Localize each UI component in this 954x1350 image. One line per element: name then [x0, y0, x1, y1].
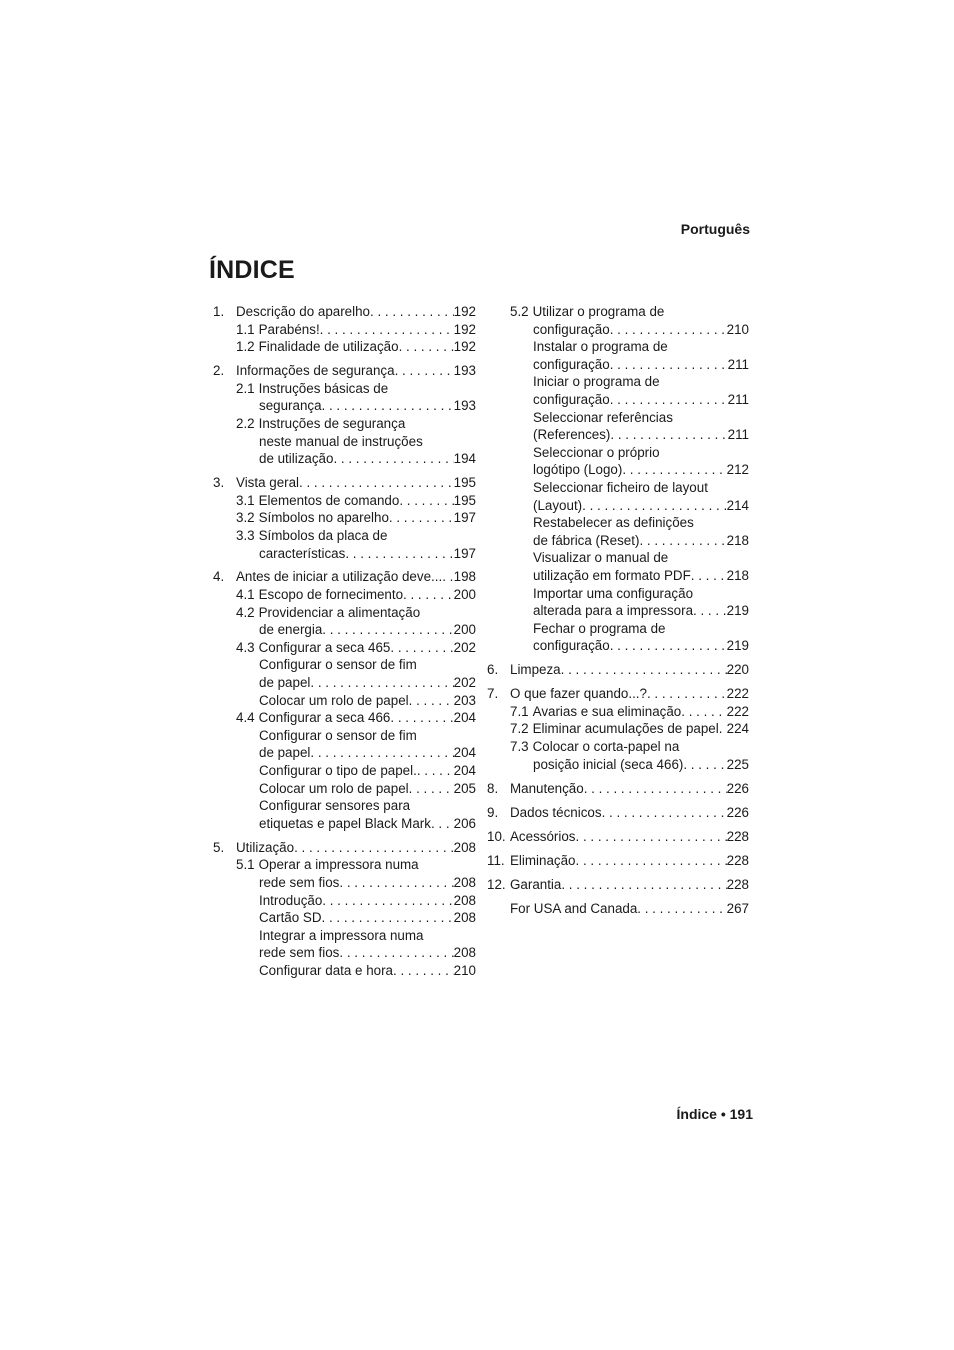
toc-entry-number: 3.3 [236, 527, 255, 543]
toc-page-number: 192 [453, 304, 476, 319]
toc-dot-leader [691, 567, 727, 585]
toc-entry[interactable] [213, 639, 476, 657]
toc-entry-text: utilização em formato PDF [533, 567, 691, 583]
toc-dot-leader [322, 909, 454, 927]
toc-page-number: 204 [453, 710, 476, 726]
toc-dot-leader [576, 852, 727, 870]
toc-dot-leader [294, 839, 454, 857]
toc-entry-number: 4.2 [236, 604, 255, 620]
toc-entry-text-line: Fechar o programa de [533, 620, 666, 636]
toc-entry[interactable] [213, 338, 476, 356]
toc-dot-leader [561, 661, 727, 679]
toc-dot-leader [310, 744, 453, 762]
toc-entry-text: Elementos de comando [258, 492, 400, 508]
toc-entry-number: 5.2 [510, 304, 529, 319]
toc-entry[interactable] [487, 852, 749, 870]
toc-entry-text: Eliminar acumulações de papel [532, 721, 719, 737]
toc-entry-text: configuração [533, 391, 610, 407]
toc-entry-text: (Layout) [533, 497, 583, 513]
toc-page-number: 219 [726, 638, 749, 654]
toc-entry[interactable] [213, 492, 476, 510]
toc-dot-leader [403, 586, 454, 604]
toc-dot-leader [399, 492, 453, 510]
toc-entry[interactable] [213, 797, 476, 832]
toc-entry-text: Finalidade de utilização [258, 339, 399, 355]
toc-entry-text-line: neste manual de instruções [259, 433, 423, 449]
toc-dot-leader [389, 509, 454, 527]
toc-dot-leader [322, 621, 453, 639]
toc-entry-text-line [236, 415, 476, 433]
toc-dot-leader [610, 356, 728, 374]
toc-dot-leader [610, 637, 727, 655]
toc-dot-leader [345, 545, 453, 563]
toc-dot-leader [582, 497, 727, 515]
toc-entry-text: Configurar data e hora [259, 962, 393, 978]
toc-page-number: 211 [727, 427, 749, 443]
toc-page-number: 228 [726, 876, 749, 892]
toc-dot-leader [693, 602, 727, 620]
toc-dot-leader [390, 639, 453, 657]
toc-entry-text: Colocar um rolo de papel [259, 780, 409, 796]
toc-entry-text: Manutenção [510, 780, 584, 796]
toc-dot-leader [431, 815, 454, 833]
toc-dot-leader [681, 703, 726, 721]
toc-entry[interactable] [487, 900, 749, 918]
toc-entry[interactable] [213, 656, 476, 691]
toc-page-number: 208 [453, 910, 476, 926]
toc-entry-text: O que fazer quando...? [510, 686, 647, 702]
toc-entry[interactable] [487, 444, 749, 479]
toc-entry-text: configuração [533, 356, 610, 372]
toc-entry-text: Cartão SD [259, 910, 322, 926]
toc-entry-text-line: Iniciar o programa de [533, 374, 660, 390]
toc-entry-text: For USA and Canada [510, 900, 638, 916]
toc-entry-number: 2. [213, 363, 225, 379]
toc-entry[interactable] [487, 338, 749, 373]
toc-entry[interactable] [213, 927, 476, 962]
toc-page-number: 208 [453, 839, 476, 855]
toc-entry-text-line [510, 303, 749, 321]
toc-entry-text-line [236, 604, 476, 622]
toc-entry[interactable] [487, 720, 749, 738]
toc-page-number: 197 [453, 545, 476, 561]
toc-entry-number: 7.2 [510, 721, 529, 737]
toc-dot-leader [310, 674, 453, 692]
toc-entry-number: 9. [487, 804, 499, 820]
toc-entry-number: 1.2 [236, 339, 255, 355]
toc-page-number: 192 [453, 339, 476, 355]
toc-entry-number: 10. [487, 828, 506, 844]
toc-entry-text: configuração [533, 321, 610, 337]
toc-entry-text: Símbolos da placa de [258, 527, 388, 543]
toc-entry-text: Operar a impressora numa [258, 857, 419, 873]
toc-entry-text: rede sem fios [259, 874, 340, 890]
toc-entry-text: Utilizar o programa de [532, 304, 665, 319]
toc-dot-leader [576, 828, 727, 846]
toc-entry[interactable] [487, 303, 749, 338]
toc-page-number: 204 [453, 763, 476, 779]
toc-entry-text: alterada para a impressora [533, 603, 694, 619]
toc-entry[interactable] [487, 661, 749, 679]
toc-entry-number: 3.1 [236, 492, 255, 508]
toc-entry[interactable] [213, 527, 476, 562]
toc-dot-leader [610, 391, 728, 409]
toc-entry-text: configuração [533, 638, 610, 654]
toc-entry-number: 12. [487, 876, 506, 892]
toc-entry[interactable] [213, 380, 476, 415]
toc-entry[interactable] [487, 514, 749, 549]
toc-entry[interactable] [487, 703, 749, 721]
toc-entry[interactable] [213, 856, 476, 891]
toc-dot-leader [647, 685, 727, 703]
toc-page-number: 225 [726, 756, 749, 772]
toc-page-number: 220 [726, 662, 749, 678]
toc-entry[interactable] [213, 909, 476, 927]
toc-dot-leader [320, 321, 454, 339]
toc-entry-number: 4.3 [236, 639, 255, 655]
toc-entry[interactable] [213, 692, 476, 710]
toc-entry-number: 4.4 [236, 710, 255, 726]
toc-page-number: 228 [726, 828, 749, 844]
toc-entry-text: segurança [259, 398, 322, 414]
toc-entry[interactable] [213, 839, 476, 857]
toc-entry[interactable] [213, 586, 476, 604]
toc-page-number: 205 [453, 780, 476, 796]
toc-dot-leader [390, 709, 453, 727]
toc-entry[interactable] [213, 727, 476, 762]
toc-entry-number: 5.1 [236, 857, 255, 873]
toc-page-number: 267 [726, 900, 749, 916]
toc-page-number: 219 [726, 603, 749, 619]
toc-entry[interactable] [487, 479, 749, 514]
toc-entry-text: características [259, 545, 346, 561]
toc-entry[interactable] [487, 828, 749, 846]
toc-entry-text: Configurar a seca 466 [258, 710, 391, 726]
toc-entry-text-line: Configurar o sensor de fim [259, 727, 417, 743]
toc-entry-number: 2.1 [236, 380, 255, 396]
toc-entry-number: 2.2 [236, 415, 255, 431]
toc-column-right [487, 303, 749, 917]
toc-entry[interactable] [487, 409, 749, 444]
page-title: ÍNDICE [209, 256, 295, 284]
toc-entry-text-line: Instalar o programa de [533, 339, 668, 355]
toc-entry[interactable] [487, 373, 749, 408]
toc-entry-text: Limpeza [510, 662, 561, 678]
toc-entry[interactable] [213, 780, 476, 798]
toc-page-number: 195 [453, 475, 476, 491]
toc-entry-number: 7. [487, 686, 499, 702]
toc-dot-leader [322, 892, 453, 910]
toc-dot-leader [395, 362, 454, 380]
toc-entry-text: de papel [259, 745, 311, 761]
toc-entry-number: 6. [487, 662, 499, 678]
toc-column-left [213, 303, 476, 980]
toc-entry-text: Descrição do aparelho [236, 304, 370, 319]
toc-entry-text: posição inicial (seca 466) [533, 756, 684, 772]
toc-entry-text: Garantia [510, 876, 562, 892]
toc-entry-text: Colocar o corta-papel na [532, 739, 680, 755]
toc-entry-number: 3.2 [236, 510, 255, 526]
toc-page-number: 214 [726, 497, 749, 513]
toc-page-number: 228 [726, 852, 749, 868]
toc-dot-leader [719, 720, 727, 738]
toc-dot-leader [417, 762, 454, 780]
toc-page-number: 208 [453, 945, 476, 961]
toc-entry-text: Acessórios [510, 828, 576, 844]
toc-entry-text: Informações de segurança [236, 363, 395, 379]
toc-entry[interactable] [213, 762, 476, 780]
toc-page-number: 210 [453, 962, 476, 978]
toc-page-number: 193 [453, 363, 476, 379]
toc-entry-text-line [236, 527, 476, 545]
toc-entry-text: rede sem fios [259, 945, 340, 961]
toc-dot-leader [339, 944, 453, 962]
toc-entry-text: Eliminação [510, 852, 576, 868]
toc-entry[interactable] [213, 415, 476, 468]
toc-dot-leader [409, 780, 454, 798]
toc-entry-text-line: Visualizar o manual de [533, 550, 669, 566]
toc-dot-leader [442, 568, 453, 586]
toc-entry-text: Parabéns! [258, 321, 320, 337]
toc-entry-text-line [236, 856, 476, 874]
language-label: Português [680, 221, 750, 237]
toc-dot-leader [610, 426, 727, 444]
toc-dot-leader [622, 461, 726, 479]
toc-entry-number: 1. [213, 304, 225, 319]
toc-entry-text: Colocar um rolo de papel [259, 692, 409, 708]
toc-dot-leader [370, 303, 454, 321]
toc-entry-text: de fábrica (Reset) [533, 532, 640, 548]
toc-entry[interactable] [487, 876, 749, 894]
toc-entry-text: Vista geral [236, 475, 300, 491]
page-footer: Índice • 191 [676, 1106, 753, 1122]
toc-page-number: 204 [453, 745, 476, 761]
toc-dot-leader [637, 900, 726, 918]
toc-entry-number: 1.1 [236, 321, 255, 337]
toc-page-number: 198 [453, 569, 476, 585]
toc-entry[interactable] [213, 962, 476, 980]
toc-entry-number: 7.3 [510, 739, 529, 755]
toc-entry[interactable] [213, 362, 476, 380]
toc-entry[interactable] [213, 709, 476, 727]
toc-entry-text-line: Seleccionar o próprio [533, 444, 660, 460]
toc-page-number: 197 [453, 510, 476, 526]
toc-entry[interactable] [213, 509, 476, 527]
toc-page-number: 211 [727, 391, 749, 407]
toc-entry-text: Escopo de fornecimento [258, 587, 404, 603]
toc-page-number: 208 [453, 892, 476, 908]
toc-entry[interactable] [213, 604, 476, 639]
toc-entry-text: Dados técnicos [510, 804, 602, 820]
toc-entry-text: logótipo (Logo) [533, 462, 623, 478]
toc-entry[interactable] [213, 892, 476, 910]
toc-entry-text-line: Integrar a impressora numa [259, 927, 424, 943]
toc-page-number: 211 [727, 356, 749, 372]
toc-entry-number: 3. [213, 475, 225, 491]
toc-page-number: 203 [453, 692, 476, 708]
toc-entry-text: Instruções de segurança [258, 415, 406, 431]
toc-entry[interactable] [213, 474, 476, 492]
toc-entry-text-line [510, 738, 749, 756]
toc-entry-text: Símbolos no aparelho [258, 510, 389, 526]
toc-page-number: 200 [453, 622, 476, 638]
toc-entry-text: (References) [533, 427, 611, 443]
toc-entry-text: de energia [259, 622, 323, 638]
toc-entry-number: 11. [487, 852, 505, 868]
toc-entry-text-line [236, 380, 476, 398]
toc-entry-text-line: Configurar sensores para [259, 798, 411, 814]
toc-dot-leader [299, 474, 454, 492]
toc-dot-leader [639, 532, 726, 550]
toc-page-number: 202 [453, 675, 476, 691]
toc-page-number: 224 [726, 721, 749, 737]
toc-page-number: 226 [726, 804, 749, 820]
toc-dot-leader [610, 321, 727, 339]
toc-page-number: 206 [453, 815, 476, 831]
toc-entry-text: Instruções básicas de [258, 380, 389, 396]
toc-dot-leader [333, 450, 453, 468]
toc-page-number: 195 [453, 492, 476, 508]
toc-entry[interactable] [487, 620, 749, 655]
toc-entry-number: 7.1 [510, 703, 529, 719]
toc-entry-text: de utilização [259, 451, 334, 467]
toc-dot-leader [561, 876, 726, 894]
toc-entry-text: Antes de iniciar a utilização deve... [236, 569, 443, 585]
toc-entry-text-line: Seleccionar referências [533, 409, 673, 425]
toc-entry[interactable] [487, 780, 749, 798]
toc-entry-number: 4.1 [236, 587, 255, 603]
toc-page-number: 222 [726, 686, 749, 702]
toc-page-number: 218 [726, 567, 749, 583]
toc-page-number: 212 [726, 462, 749, 478]
toc-page-number: 210 [726, 321, 749, 337]
toc-page-number: 218 [726, 532, 749, 548]
toc-entry[interactable] [213, 303, 476, 321]
toc-entry-text: etiquetas e papel Black Mark [259, 815, 431, 831]
toc-entry-text: Configurar a seca 465 [258, 639, 391, 655]
toc-entry-text: de papel [259, 675, 311, 691]
toc-entry[interactable] [487, 804, 749, 822]
toc-entry-text: Introdução [259, 892, 323, 908]
toc-entry-text: Avarias e sua eliminação [532, 703, 682, 719]
toc-entry-text: Utilização [236, 839, 295, 855]
toc-page-number: 208 [453, 874, 476, 890]
toc-dot-leader [399, 338, 454, 356]
toc-dot-leader [602, 804, 727, 822]
toc-entry-text-line: Configurar o sensor de fim [259, 657, 417, 673]
toc-page-number: 222 [726, 703, 749, 719]
toc-entry-number: 5. [213, 839, 225, 855]
toc-dot-leader [584, 780, 727, 798]
toc-dot-leader [339, 874, 453, 892]
toc-entry[interactable] [487, 685, 749, 703]
toc-entry-text-line: Seleccionar ficheiro de layout [533, 479, 708, 495]
toc-entry-number: 4. [213, 569, 225, 585]
toc-dot-leader [322, 397, 454, 415]
toc-dot-leader [409, 692, 454, 710]
toc-dot-leader [393, 962, 454, 980]
toc-page-number: 226 [726, 780, 749, 796]
toc-dot-leader [683, 756, 726, 774]
toc-page-number: 194 [453, 451, 476, 467]
toc-entry[interactable] [487, 549, 749, 584]
toc-entry[interactable] [487, 585, 749, 620]
toc-entry[interactable] [213, 321, 476, 339]
toc-page-number: 192 [453, 321, 476, 337]
toc-entry-text: Configurar o tipo de papel. [259, 763, 417, 779]
toc-entry[interactable] [213, 568, 476, 586]
toc-entry[interactable] [487, 738, 749, 773]
toc-page-number: 200 [453, 587, 476, 603]
toc-page-number: 202 [453, 639, 476, 655]
toc-entry-number: 8. [487, 780, 499, 796]
toc-entry-text: Providenciar a alimentação [258, 604, 421, 620]
toc-entry-text-line: Importar uma configuração [533, 585, 694, 601]
toc-page-number: 193 [453, 398, 476, 414]
toc-entry-text-line: Restabelecer as definições [533, 515, 694, 531]
